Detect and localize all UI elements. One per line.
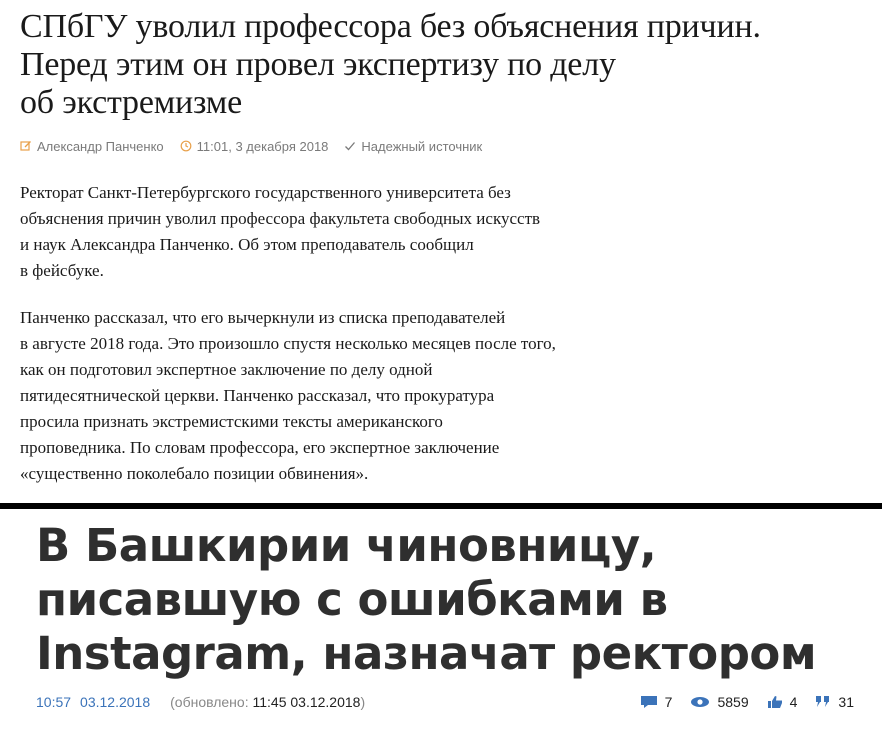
quotes-counter[interactable] [815, 694, 854, 710]
paragraph-line: Панченко рассказал, что его вычеркнули из списка преподавателей [20, 308, 506, 327]
paragraph-line: объяснения причин уволил профессора факультета свободных искусств [20, 209, 541, 228]
source-note-label: Надежный источник [361, 138, 483, 154]
article-1-paragraph-1 [20, 180, 680, 284]
paragraph-line: «существенно поколебало позиции обвинения». [20, 464, 369, 483]
views-counter [690, 694, 748, 710]
paragraph-line: просила признать экстремистскими тексты американского [20, 412, 443, 431]
updated-value: 11:45 03.12.2018 [252, 694, 361, 710]
article-1-meta [20, 137, 498, 155]
paragraph-line: и наук Александра Панченко. Об этом преподаватель сообщил [20, 235, 474, 254]
comments-counter[interactable] [640, 694, 673, 710]
publish-time: 10:57 [36, 694, 72, 710]
source-note [344, 139, 482, 154]
author-link[interactable] [20, 139, 164, 154]
title-line: В Башкирии чиновницу, [36, 519, 657, 572]
title-line: Instagram, назначат ректором [36, 627, 817, 680]
author-name: Александр Панченко [37, 138, 164, 154]
article-stats [622, 692, 854, 712]
updated-note [170, 694, 365, 710]
updated-suffix: ) [360, 694, 366, 710]
eye-icon [690, 696, 710, 708]
quote-icon [815, 695, 831, 709]
edit-icon [20, 140, 32, 152]
comments-count: 7 [664, 694, 673, 710]
updated-prefix: (обновлено: [170, 694, 249, 710]
paragraph-line: Ректорат Санкт-Петербургского государственного университета без [20, 183, 511, 202]
views-count: 5859 [717, 694, 749, 710]
article-2-screenshot [0, 509, 882, 731]
likes-counter[interactable] [767, 694, 798, 710]
title-line: писавшую с ошибками в [36, 573, 668, 626]
title-line: Перед этим он провел экспертизу по делу [20, 46, 616, 83]
quotes-count: 31 [838, 694, 854, 710]
article-1-paragraph-2 [20, 305, 680, 487]
title-line: об экстремизме [20, 84, 242, 121]
likes-count: 4 [789, 694, 798, 710]
paragraph-line: в фейсбуке. [20, 261, 104, 280]
clock-icon [180, 140, 192, 152]
article-2-info-bar [36, 692, 866, 712]
publish-time [180, 139, 329, 154]
article-2-title [36, 519, 876, 681]
paragraph-line: проповедника. По словам профессора, его экспертное заключение [20, 438, 500, 457]
paragraph-line: как он подготовил экспертное заключение по делу одной [20, 360, 433, 379]
thumbs-up-icon [767, 695, 783, 709]
paragraph-line: пятидесятнической церкви. Панченко рассказал, что прокуратура [20, 386, 495, 405]
publish-datetime: 11:01, 3 декабря 2018 [196, 138, 329, 154]
checkmark-icon [344, 140, 356, 152]
publish-date: 03.12.2018 [80, 694, 151, 710]
comment-icon [640, 695, 658, 709]
paragraph-line: в августе 2018 года. Это произошло спустя несколько месяцев после того, [20, 334, 556, 353]
article-1-title [20, 8, 880, 122]
title-line: СПбГУ уволил профессора без объяснения причин. [20, 8, 761, 45]
